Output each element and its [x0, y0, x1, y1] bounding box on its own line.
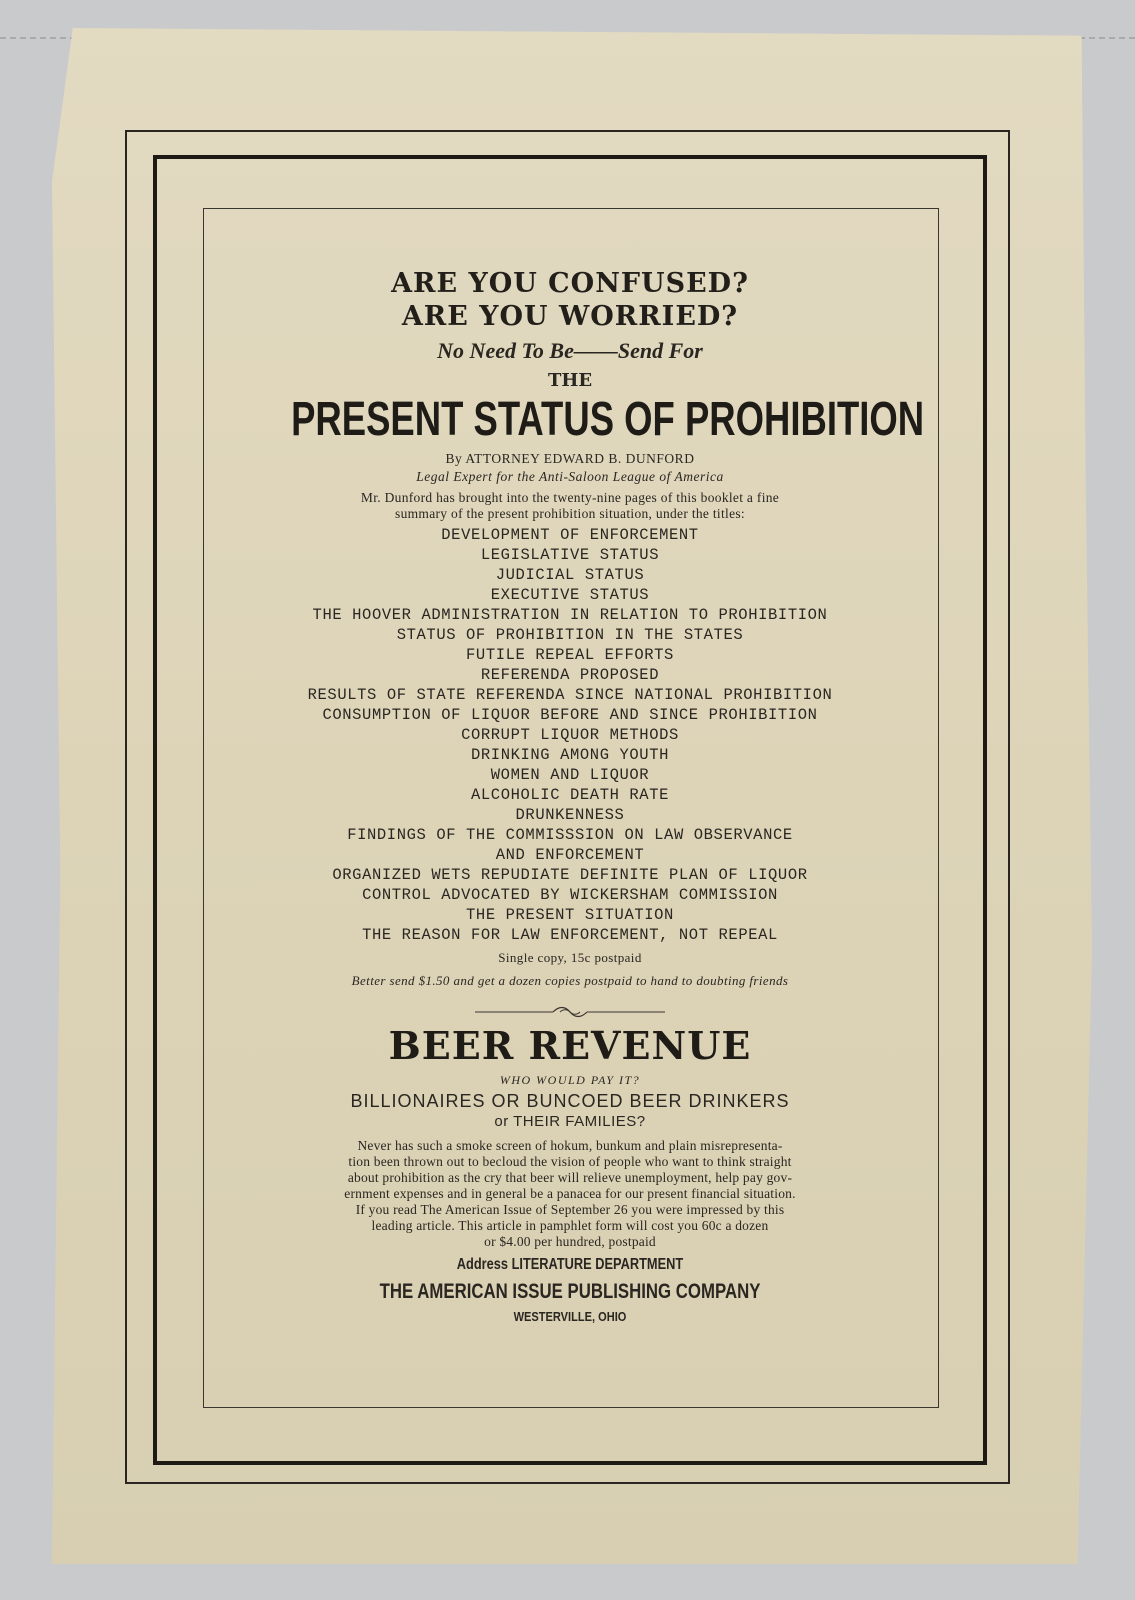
- topic-item: FUTILE REPEAL EFFORTS: [466, 646, 674, 664]
- topic-item: THE PRESENT SITUATION: [466, 906, 674, 924]
- topic-item: JUDICIAL STATUS: [495, 566, 645, 584]
- topic-item: ORGANIZED WETS REPUDIATE DEFINITE PLAN OF LIQUOR: [332, 866, 808, 884]
- publisher-name: THE AMERICAN ISSUE PUBLISHING COMPANY: [379, 1280, 761, 1303]
- booklet-title: PRESENT STATUS OF PROHIBITION: [291, 393, 925, 446]
- topic-item: THE REASON FOR LAW ENFORCEMENT, NOT REPEAL: [362, 926, 778, 944]
- intro-line-2: summary of the present prohibition situation, under the titles:: [395, 506, 745, 521]
- author-byline: By ATTORNEY EDWARD B. DUNFORD: [445, 451, 695, 466]
- beer-paragraph-line: leading article. This article in pamphlet form will cost you 60c a dozen: [371, 1218, 769, 1233]
- topic-item: EXECUTIVE STATUS: [490, 586, 650, 604]
- intro-line-1: Mr. Dunford has brought into the twenty-nine pages of this booklet a fine: [360, 490, 780, 505]
- beer-subtitle: WHO WOULD PAY IT?: [499, 1073, 641, 1087]
- beer-paragraph-line: tion been thrown out to becloud the vision of people who want to think straight: [348, 1154, 792, 1169]
- topic-item: CONTROL ADVOCATED BY WICKERSHAM COMMISSION: [362, 886, 778, 904]
- beer-question-1: BILLIONAIRES OR BUNCOED BEER DRINKERS: [350, 1091, 790, 1111]
- beer-question-2: or THEIR FAMILIES?: [494, 1113, 646, 1130]
- topic-item: AND ENFORCEMENT: [495, 846, 645, 864]
- beer-paragraph-line: ernment expenses and in general be a panacea for our present financial situation.: [344, 1186, 796, 1201]
- author-role: Legal Expert for the Anti-Saloon League of America: [416, 469, 724, 484]
- publisher-city: WESTERVILLE, OHIO: [513, 1309, 627, 1324]
- topic-item: REFERENDA PROPOSED: [480, 666, 660, 684]
- headline-line-2: ARE YOU WORRIED?: [401, 301, 739, 332]
- beer-revenue-title: BEER REVENUE: [388, 1023, 752, 1068]
- beer-paragraph-line: If you read The American Issue of September 26 you were impressed by this: [355, 1202, 785, 1217]
- topic-item: WOMEN AND LIQUOR: [490, 766, 650, 784]
- topic-item: DRUNKENNESS: [515, 806, 625, 824]
- headline-the: THE: [547, 370, 593, 391]
- advertisement-content: [203, 208, 937, 1406]
- topic-item: DRINKING AMONG YOUTH: [470, 746, 670, 764]
- topic-item: LEGISLATIVE STATUS: [480, 546, 660, 564]
- topic-item: ALCOHOLIC DEATH RATE: [470, 786, 670, 804]
- address-department: Address LITERATURE DEPARTMENT: [456, 1256, 684, 1273]
- dozen-copy-offer: Better send $1.50 and get a dozen copies postpaid to hand to doubting friends: [351, 973, 789, 988]
- topic-item: CORRUPT LIQUOR METHODS: [461, 726, 679, 744]
- headline-line-3: No Need To Be——Send For: [437, 338, 703, 363]
- topic-item: RESULTS OF STATE REFERENDA SINCE NATIONAL PROHIBITION: [307, 686, 833, 704]
- topic-item: CONSUMPTION OF LIQUOR BEFORE AND SINCE PROHIBITION: [322, 706, 818, 724]
- beer-paragraph-line: Never has such a smoke screen of hokum, bunkum and plain misrepresenta-: [357, 1138, 783, 1153]
- beer-paragraph-line: or $4.00 per hundred, postpaid: [484, 1234, 656, 1249]
- ornament-divider-icon: [475, 1005, 665, 1019]
- topic-item: STATUS OF PROHIBITION IN THE STATES: [396, 626, 744, 644]
- headline-line-1: ARE YOU CONFUSED?: [391, 268, 749, 299]
- topic-item: FINDINGS OF THE COMMISSSION ON LAW OBSERVANCE: [347, 826, 793, 844]
- topic-item: THE HOOVER ADMINISTRATION IN RELATION TO PROHIBITION: [312, 606, 828, 624]
- topic-item: DEVELOPMENT OF ENFORCEMENT: [441, 526, 699, 544]
- single-copy-price: Single copy, 15c postpaid: [498, 950, 642, 965]
- beer-paragraph-line: about prohibition as the cry that beer will relieve unemployment, help pay gov-: [347, 1170, 793, 1185]
